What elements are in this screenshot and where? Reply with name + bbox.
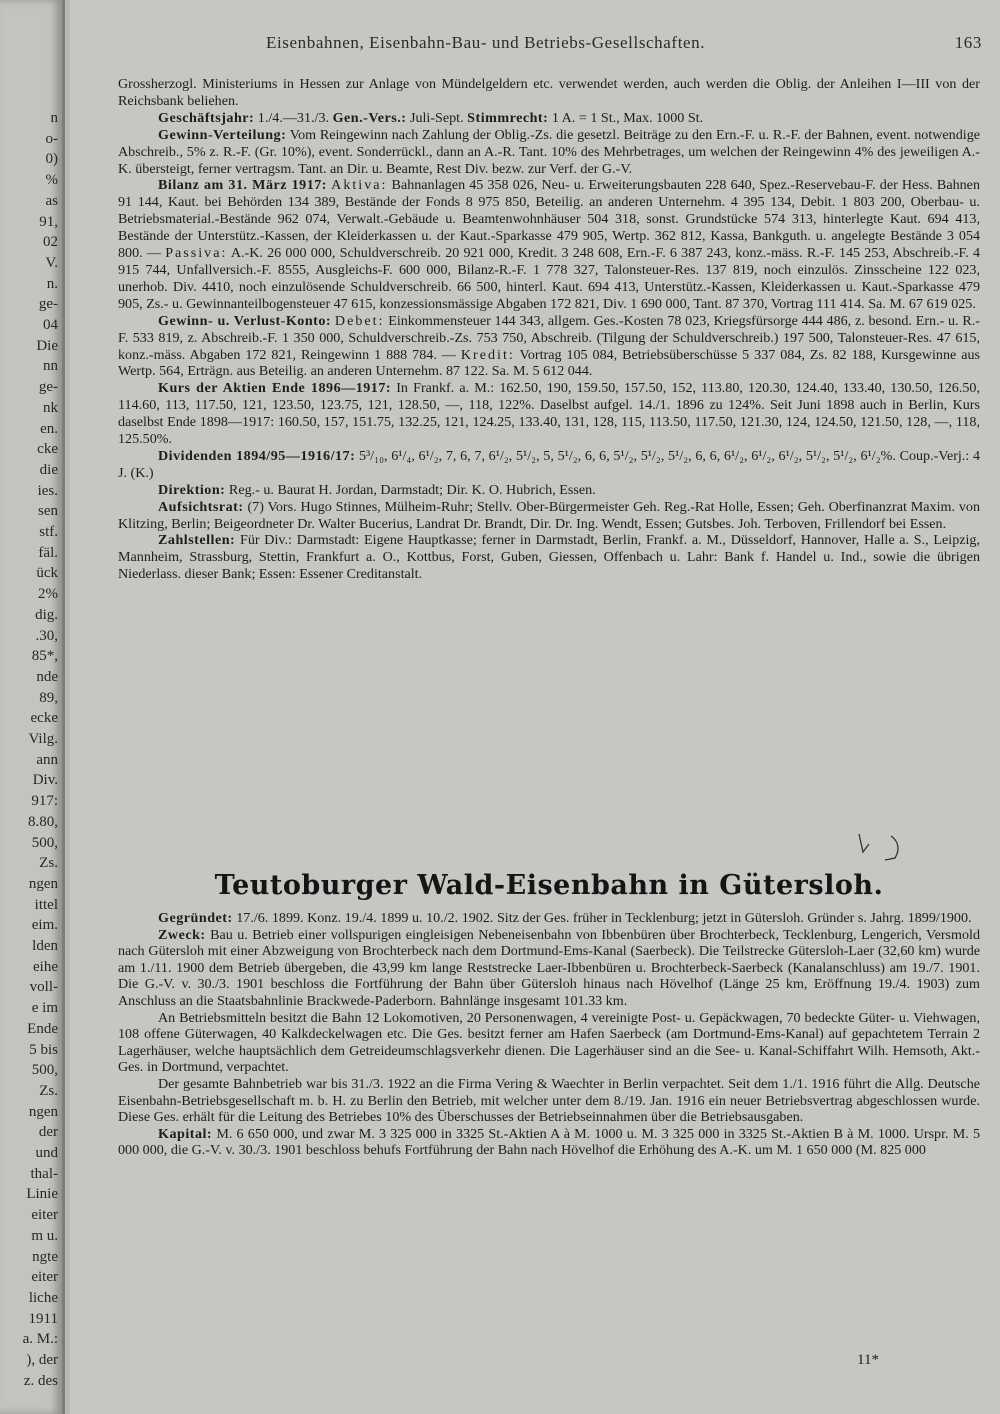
paragraph-capital: Kapital: M. 6 650 000, und zwar M. 3 325 000 in 3325 St.-Aktien A à M. 1000 u. M. 3 325 000 in 3325 St.-Aktien B à M. 1000. Urspr. M. 5 000 000, die G.-V. v. 30./3. 1901 beschloss behufs Fortführung der Bahn nach Hövelhof die Erhöhung des A.-K. um M. 1 650 000 (M. 825 000: [118, 1125, 981, 1159]
margin-fragment: nk: [43, 400, 58, 416]
paragraph-intro: Grossherzogl. Ministeriums in Hessen zur Anlage von Mündelgeldern etc. verwendet werden, auch werden die Oblig. der Anleihen I—III von der Reichsbank beliehen.: [118, 76, 980, 109]
margin-fragment: %: [45, 172, 58, 188]
margin-fragment: ge-: [38, 379, 58, 395]
margin-fragment: ngen: [28, 1104, 58, 1120]
margin-fragment: V.: [45, 255, 58, 271]
margin-fragment: ge-: [38, 296, 58, 312]
company-entry-teutoburger-wald-eisenbahn: [118, 910, 980, 1159]
company-entry-hessische-ludwigsbahn: [118, 76, 980, 583]
margin-fragment: liche: [28, 1290, 58, 1306]
margin-fragment: voll-: [29, 979, 58, 995]
paragraph-business-year: Geschäftsjahr: 1./4.—31./3. Gen.-Vers.: Juli-Sept. Stimmrecht: 1 A. = 1 St., Max. 1000 St.: [158, 109, 704, 126]
margin-fragment: ecke: [30, 710, 58, 726]
margin-fragment: e im: [31, 1000, 58, 1016]
margin-fragment: Ende: [27, 1021, 58, 1037]
margin-fragment: Zs.: [39, 855, 58, 871]
margin-fragment: 1911: [28, 1311, 58, 1327]
margin-fragment: ittel: [34, 897, 58, 913]
margin-fragment: nn: [43, 358, 58, 374]
margin-fragment: 2%: [38, 586, 58, 602]
margin-fragment: m u.: [31, 1228, 58, 1244]
margin-fragment: fäl.: [38, 545, 58, 561]
margin-fragment: 500,: [31, 835, 58, 851]
margin-fragment: a. M.:: [22, 1331, 58, 1347]
margin-fragment: Die: [36, 338, 58, 354]
margin-fragment: .30,: [35, 628, 58, 644]
margin-fragment: Vilg.: [28, 731, 58, 747]
margin-fragment: 02: [43, 234, 58, 250]
margin-fragment: n: [50, 110, 58, 126]
paragraph-operation-lease: Der gesamte Bahnbetrieb war bis 31./3. 1922 an die Firma Vering & Waechter in Berlin verpachtet. Seit dem 1./1. 1916 führt die Allg. Deutsche Eisenbahn-Betriebsgesellschaft m. b. H. zu Berlin den Betrieb, mit welcher unter dem 8./19. Jan. 1916 ein neuer Betriebsvertrag abgeschlossen wurde. Diese Ges. erhält für die Leitung des Betriebes 10% des Überschusses der Betriebseinnahmen über die Betriebsausgaben.: [118, 1075, 980, 1126]
pencil-mark-icon: [855, 830, 905, 862]
margin-fragment: 89,: [39, 690, 58, 706]
running-header: [266, 33, 986, 55]
paragraph-balance-sheet: Bilanz am 31. März 1917: Aktiva: Bahnanlagen 45 358 026, Neu- u. Erweiterungsbauten 228 640, Spez.-Reservebau-F. der Hess. Bahnen 91 144, Kaut. bei Behörden 134 389, Bestände der Fonds 8 975 850, Beteilig. an anderen Unternehm. 4 395 134, Debit. 1 803 200, Oberbau- u. Betriebsmaterial.-Bestände 962 074, Verwalt.-Gebäude u. Beamtenwohnhäuser 504 318, sonst. Grundstücke 574 313, hinterlegte Kaut. 694 413, Bestände der Unterstütz.-Kassen, der Kleiderkassen u. der Kaut.-Sparkasse 479 905, Wertp. 362 812, Kassa, Bankguth. u. angelegte Bestände 3 054 800. — Passiva: A.-K. 26 000 000, Schuldverschreib. 20 921 000, Kredit. 3 248 608, Ern.-F. 6 387 243, konz.-mäss. R.-F. 145 253, Abschreib.-F. 4 915 744, Unfallversich.-F. 8555, Ausgleichs-F. 600 000, Bilanz-R.-F. 1 778 327, Talonsteuer-Res. 137 819, noch einzulös. Zinsscheine 122 023, unerhob. Div. 4410, noch einzulösende Schuldverschreib. 66 500, hinterl. Kaut. 694 413, Unterstütz.-Kassen, Kleiderkassen u. Kaut.-Sparkasse 479 905, Zs.- u. Gewinnanteilbogensteuer 47 615, konzessionsmässige Abgaben 172 821, Div. 1 690 000, Tant. 87 370, Vortrag 111 414. Sa. M. 67 619 025.: [118, 177, 981, 312]
margin-fragment: dig.: [35, 607, 58, 623]
paragraph-profit-distribution: Gewinn-Verteilung: Vom Reingewinn nach Zahlung der Oblig.-Zs. die gesetzl. Beiträge zu den Ern.-F. u. R.-F. der Bahnen, event. notwendige Abschreib., 5% z. R.-F. (Gr. 10%), event. Sonderrückl., dann an A.-R. Tant. 10% des Mehrbetrages, um welchen der Reingewinn 4% des jeweiligen A.-K. übersteigt, ferner vertragsm. Tant. an Dir. u. Beamte, Rest Div. bezw. zur Verf. der G.-V.: [118, 126, 980, 177]
margin-fragment: 917:: [31, 793, 58, 809]
margin-fragment: z. des: [23, 1373, 58, 1389]
margin-fragment: und: [35, 1145, 58, 1161]
margin-fragment: die: [39, 462, 58, 478]
margin-fragment: Zs.: [39, 1083, 58, 1099]
page: [70, 0, 1000, 1414]
margin-fragment: n.: [46, 276, 58, 292]
margin-fragment: eim.: [31, 917, 58, 933]
margin-fragment: ), der: [26, 1352, 58, 1368]
section-heading: Teutoburger Wald-Eisenbahn in Gütersloh.: [214, 870, 884, 901]
page-number: 163: [954, 33, 982, 52]
margin-fragment: 85*,: [31, 648, 58, 664]
margin-fragment: der: [38, 1124, 58, 1140]
margin-fragment: sen: [38, 503, 58, 519]
margin-fragment: Div.: [32, 772, 58, 788]
margin-fragment: eiter: [31, 1269, 58, 1285]
paragraph-founded: Gegründet: 17./6. 1899. Konz. 19./4. 1899 u. 10./2. 1902. Sitz der Ges. früher in Tecklenburg; jetzt in Gütersloh. Gründer s. Jahrg. 1899/1900.: [158, 910, 972, 926]
signature-mark: 11*: [857, 1352, 879, 1368]
margin-fragment: eiter: [31, 1207, 58, 1223]
margin-fragment: 04: [43, 317, 58, 333]
margin-fragment: o-: [45, 131, 58, 147]
margin-fragment: eihe: [33, 959, 58, 975]
paragraph-profit-loss: Gewinn- u. Verlust-Konto: Debet: Einkommensteuer 144 343, allgem. Ges.-Kosten 78 023, Kriegsfürsorge 444 486, z. besond. Ern.- u. R.-F. 533 819, z. Abschreib.-F. 1 350 000, Schuldverschreib.-Zs. 753 750, Abschreib. (Tilgung der Schuldverschreib.) 197 500, Talonsteuer-Res. 47 615, konz.-mäss. Abgaben 172 821, Reingewinn 1 888 784. — Kredit: Vortrag 105 084, Betriebsüberschüsse 5 337 084, Zs. 82 188, Kursgewinne aus Wertp. 564, Erträgn. aus Beteilig. an anderen Unternehm. 87 122. Sa. M. 5 612 044.: [118, 312, 980, 380]
margin-fragment: 8.80,: [28, 814, 58, 830]
header-title: Eisenbahnen, Eisenbahn-Bau- und Betriebs-Gesellschaften.: [266, 33, 706, 52]
margin-fragment: lden: [32, 938, 58, 954]
paragraph-dividends: Dividenden 1894/95—1916/17: 5³/₁₀, 6¹/₄, 6¹/₂, 7, 6, 7, 6¹/₂, 5¹/₂, 5, 5¹/₂, 6, 6, 5¹/₂, 5¹/₂, 5¹/₂, 6, 6, 6¹/₂, 6¹/₂, 6¹/₂, 5¹/₂, 5¹/₂, 6¹/₂%. Coup.-Verj.: 4 J. (K.): [118, 447, 980, 481]
margin-fragment: stf.: [39, 524, 58, 540]
margin-fragment: ück: [36, 565, 58, 581]
margin-fragment: ngen: [28, 876, 58, 892]
margin-fragment: 0): [45, 151, 58, 167]
margin-fragment: en.: [40, 421, 58, 437]
margin-fragment: ngte: [32, 1249, 58, 1265]
paragraph-purpose: Zweck: Bau u. Betrieb einer vollspurigen eingleisigen Nebeneisenbahn von Ibbenbüren über Brochterbeck, Tecklenburg, Lengerich, Versmold nach Gütersloh mit einer Abzweigung von Brochterbeck nach dem Dortmund-Ems-Kanal (Saerbeck). Die Teilstrecke Gütersloh-Laer (32,60 km) wurde am 1./11. 1900 dem Betrieb übergeben, die 43,99 km lange Reststrecke Laer-Ibbenbüren u. Brochterbeck-Saerbeck (Kanalanschluss) am 19./7. 1901. Die G.-V. v. 30./3. 1901 beschloss die Fortführung der Bahn über Gütersloh hinaus nach Hövelhof (Länge 25 km, Eröffnung 19./4. 1903) zum Anschluss an die Staatsbahnlinie Brackwede-Paderborn. Bahnlänge insgesamt 101.33 km.: [118, 926, 980, 1009]
margin-fragment: nde: [36, 669, 58, 685]
margin-fragment: 500,: [31, 1062, 58, 1078]
paragraph-management: Direktion: Reg.- u. Baurat H. Jordan, Darmstadt; Dir. K. O. Hubrich, Essen.: [158, 481, 596, 498]
margin-fragment: 91,: [39, 214, 58, 230]
paragraph-paying-agents: Zahlstellen: Für Div.: Darmstadt: Eigene Hauptkasse; ferner in Darmstadt, Berlin, Frankf. a. M., Düsseldorf, Hannover, Halle a. S., Leipzig, Mannheim, Strassburg, Stettin, Frankfurt a. O., Kottbus, Forst, Guben, Giessen, Offenbach u. Lahr: Bank f. Handel u. Ind., sowie die übrigen Niederlass. dieser Bank; Essen: Essener Creditanstalt.: [118, 532, 980, 583]
margin-fragment: thal-: [30, 1166, 58, 1182]
margin-fragment: as: [45, 193, 58, 209]
margin-fragment: ann: [36, 752, 58, 768]
margin-fragment: cke: [37, 441, 58, 457]
adjacent-page-margin: [0, 0, 65, 1414]
margin-fragment: Linie: [26, 1186, 58, 1202]
paragraph-supervisory-board: Aufsichtsrat: (7) Vors. Hugo Stinnes, Mülheim-Ruhr; Stellv. Ober-Bürgermeister Geh. Reg.-Rat Holle, Essen; Geh. Oberfinanzrat Maxim. von Klitzing, Berlin; Beigeordneter Dr. Walter Bucerius, Landrat Dr. Brandt, Dir. Dr. Ing. Wendt, Essen; Gutsbes. Joh. Terboven, Frillendorf bei Essen.: [118, 498, 980, 532]
paragraph-rolling-stock: An Betriebsmitteln besitzt die Bahn 12 Lokomotiven, 20 Personenwagen, 4 vereinigte Post- u. Gepäckwagen, 70 bedeckte Güter- u. Viehwagen, 108 offene Güterwagen, 40 Kalkdeckelwagen etc. Die Ges. besitzt ferner am Hafen Saerbeck (am Dortmund-Ems-Kanal) auf gepachtetem Terrain 2 Lagerhäuser, welche hauptsächlich dem Getreideumschlagsverkehr dienen. Die Lagerhäuser sind an die See- u. Kanal-Schiffahrt Wilh. Hemsoth, Akt.-Ges. in Dortmund, verpachtet.: [118, 1009, 980, 1076]
paragraph-share-prices: Kurs der Aktien Ende 1896—1917: In Frankf. a. M.: 162.50, 190, 159.50, 157.50, 152, 113.80, 120.30, 124.40, 133.40, 130.50, 126.50, 114.60, 113, 117.50, 121, 123.50, 123.75, 121, 128.50, —, 118, 122%. Daselbst aufgel. 14./1. 1896 zu 124%. Seit Juni 1898 auch in Berlin, Kurs daselbst Ende 1898—1917: 160.50, 157, 151.75, 132.25, 121, 124.25, 133.40, 131, 128, 115, 113.50, 117.50, 121.30, 124, 124.50, 121.50, 128, —, 118, 125.50%.: [118, 380, 980, 448]
margin-fragment: ies.: [37, 483, 58, 499]
margin-fragment: 5 bis: [29, 1042, 58, 1058]
